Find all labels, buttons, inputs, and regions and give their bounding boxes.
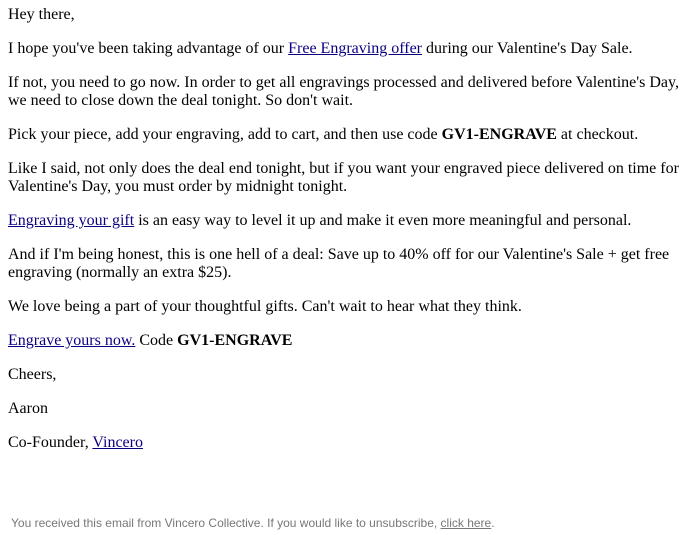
paragraph-gift — [8, 212, 694, 230]
sender-name: Aaron — [8, 400, 48, 417]
paragraph-deadline: If not, you need to go now. In order to get all engravings processed and delivered before Valentine's Day, we need to close down the deal tonight. So don't wait. — [8, 74, 679, 109]
signoff: Cheers, — [8, 366, 57, 383]
paragraph-midnight: Like I said, not only does the deal end tonight, but if you want your engraved piece delivered on time for Valentine's Day, you must order by midnight tonight. — [8, 160, 679, 195]
engraving-your-gift-link[interactable]: Engraving your gift — [8, 212, 135, 229]
vincero-link[interactable]: Vincero — [92, 434, 143, 451]
unsubscribe-link[interactable]: click here — [440, 516, 492, 530]
footer-period: . — [491, 516, 495, 530]
instructions-text: Pick your piece, add your engraving, add to cart, and then use code — [8, 126, 442, 143]
paragraph-offer-text-end: during our Valentine's Day Sale. — [422, 40, 633, 57]
instructions-text-end: at checkout. — [556, 126, 639, 143]
promo-code: GV1-ENGRAVE — [441, 126, 557, 143]
unsubscribe-footer — [11, 516, 495, 530]
sender-title — [8, 434, 694, 452]
sender-title-text: Co-Founder, — [8, 434, 93, 451]
free-engraving-offer-link[interactable]: Free Engraving offer — [288, 40, 422, 57]
engrave-yours-now-link[interactable]: Engrave yours now. — [8, 332, 136, 349]
email-body — [8, 6, 694, 468]
paragraph-cta — [8, 332, 694, 350]
cta-promo-code: GV1-ENGRAVE — [177, 332, 293, 349]
paragraph-thoughtful: We love being a part of your thoughtful gifts. Can't wait to hear what they think. — [8, 298, 522, 315]
paragraph-offer-text: I hope you've been taking advantage of our — [8, 40, 289, 57]
paragraph-offer — [8, 40, 694, 58]
cta-code-label: Code — [135, 332, 178, 349]
gift-text: is an easy way to level it up and make it even more meaningful and personal. — [134, 212, 632, 229]
paragraph-instructions — [8, 126, 694, 144]
paragraph-deal: And if I'm being honest, this is one hell of a deal: Save up to 40% off for our Valentine's Sale + get free engraving (normally an extra $25). — [8, 246, 670, 281]
footer-text: You received this email from Vincero Collective. If you would like to unsubscribe, — [11, 516, 441, 530]
greeting: Hey there, — [8, 6, 75, 23]
